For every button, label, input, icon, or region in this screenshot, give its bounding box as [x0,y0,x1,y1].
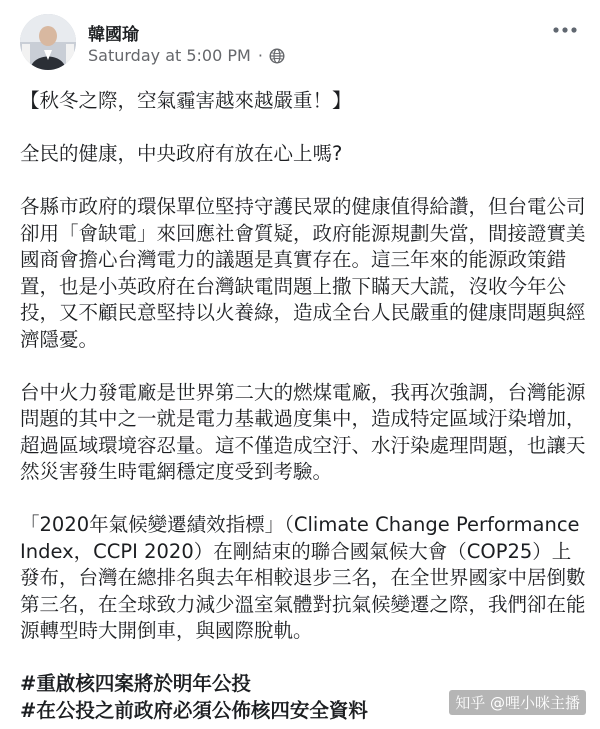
watermark: 知乎 @哩小咪主播 [449,690,586,715]
avatar[interactable] [20,14,76,70]
hashtag-2[interactable]: #在公投之前政府必須公佈核四安全資料 [20,698,368,722]
post-meta [88,46,285,65]
hashtag-1[interactable]: #重啟核四案將於明年公投 [20,672,251,695]
author-name[interactable]: 韓國瑜 [88,25,139,45]
more-options-icon[interactable] [552,24,578,36]
globe-icon[interactable] [269,48,285,64]
post-body [20,88,590,724]
post-question: 全民的健康，中央政府有放在心上嗎? [20,142,343,165]
post-paragraph-1: 各縣市政府的環保單位堅持守護民眾的健康值得給讚，但台電公司卻用「會缺電」來回應社會質疑，政府能源規劃失當，間接證實美國商會擔心台灣電力的議題是真實存在。這三年來的能源政策錯置，也是小英政府在台灣缺電問題上撒下瞞天大謊，沒收今年公投，又不顧民意堅持以火養綠，造成全台人民嚴重的健康問題與經濟隱憂。 [20,195,586,351]
post-header [20,14,580,72]
post-timestamp[interactable]: Saturday at 5:00 PM [88,46,251,65]
post-headline: 【秋冬之際，空氣霾害越來越嚴重！】 [20,89,352,112]
avatar-image [20,14,76,70]
meta-separator: · [257,46,263,65]
post-paragraph-2: 台中火力發電廠是世界第二大的燃煤電廠，我再次強調，台灣能源問題的其中之一就是電力基載過度集中，造成特定區域汙染增加，超過區域環境容忍量。這不僅造成空汙、水汙染處理問題，也讓天然災害發生時電網穩定度受到考驗。 [20,380,586,483]
post-paragraph-3: 「2020年氣候變遷績效指標」（Climate Change Performance Index，CCPI 2020）在剛結束的聯合國氣候大會（COP25）上發布，台灣在總排名與去年相較退步三名，在全世界國家中居倒數第三名，在全球致力減少溫室氣體對抗氣候變遷之際，我們卻在能源轉型時大開倒車，與國際脫軌。 [20,513,586,642]
